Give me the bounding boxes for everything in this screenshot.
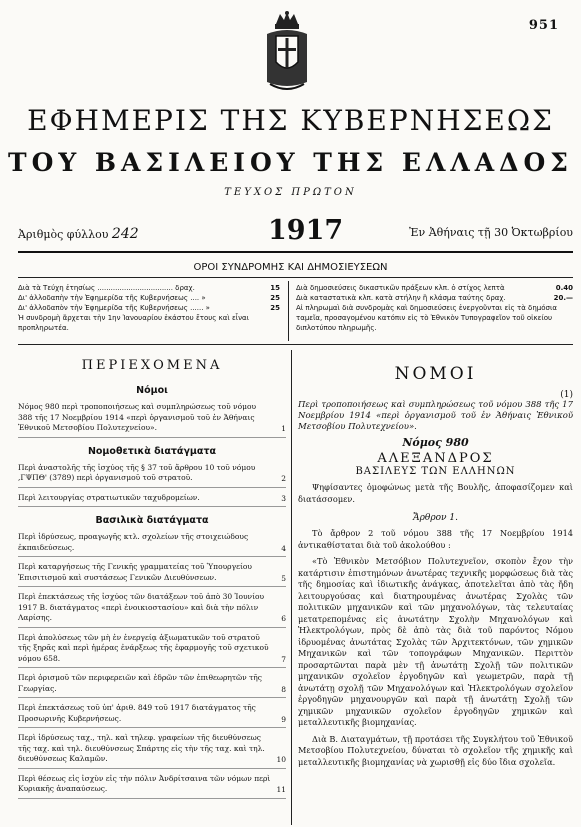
subscription-note: Αἱ πληρωμαὶ διὰ συνδρομὰς καὶ δημοσιεύσεις ἐνεργοῦνται εἰς τὰ δημόσια ταμεῖα, προσαγομένου κατόπιν εἰς τὸ Ἐθνικὸν Τυπογραφεῖον τοῦ οἰκείου διπλοτύπου πληρωμῆς.: [296, 304, 557, 332]
royal-crest-icon: [262, 10, 312, 92]
article-heading: Ἄρθρον 1.: [413, 513, 458, 523]
entry-page: 9: [281, 714, 286, 724]
sheet-label: Ἀριθμὸς φύλλου: [18, 228, 109, 241]
masthead-title: ΕΦΗΜΕΡΙΣ ΤΗΣ ΚΥΒΕΡΝΗΣΕΩΣ: [27, 104, 554, 137]
subscription-right: [296, 283, 573, 333]
entry-page: 11: [276, 785, 286, 794]
sheet-info: [18, 226, 139, 242]
subscription-row: Διὰ δημοσιεύσεις δικαστικῶν πράξεων κλπ. ὁ στίχος λεπτὰ 0.40: [296, 284, 573, 292]
contents-heading: ΠΕΡΙΕΧΟΜΕΝΑ: [81, 358, 223, 373]
entry-page: 10: [276, 755, 286, 764]
contents-entry[interactable]: Περὶ ἐπεκτάσεως τῆς ἰσχύος τῶν διατάξεων τοῦ ἀπὸ 30 Ἰουνίου 1917 Β. διατάγματος «περὶ ἐνοικιοστασίου» καὶ διὰ τὴν πόλιν Λαρίσης. 6: [18, 592, 286, 628]
entry-page: 1: [281, 424, 286, 433]
contents-entry[interactable]: Περὶ ἀναστολῆς τῆς ἰσχύος τῆς § 37 τοῦ ἄρθρου 10 τοῦ νόμου ,ΓΨΠΘ' (3789) περὶ ὀργανισμοῦ τοῦ στρατοῦ. 2: [18, 463, 286, 488]
contents-entry[interactable]: Περὶ ἱδρύσεως, προαγωγῆς κτλ. σχολείων τῆς στοιχειώδους ἐκπαιδεύσεως. 4: [18, 532, 286, 557]
entry-page: 3: [281, 493, 286, 503]
laws-heading: ΝΟΜΟΙ: [394, 364, 477, 384]
contents-entry[interactable]: Περὶ λειτουργίας στρατιωτικῶν ταχυδρομείων. 3: [18, 493, 286, 508]
entry-page: 6: [281, 614, 286, 623]
page-number: 951: [528, 18, 559, 33]
subscription-heading: ΟΡΟΙ ΣΥΝΔΡΟΜΗΣ ΚΑΙ ΔΗΜΟΣΙΕΥΣΕΩΝ: [193, 262, 388, 273]
masthead-subtitle: ΤΟΥ ΒΑΣΙΛΕΙΟΥ ΤΗΣ ΕΛΛΑΔΟΣ: [7, 148, 573, 177]
section-title: Νομοθετικὰ διατάγματα: [87, 445, 217, 457]
subscription-rule-top: [18, 277, 573, 278]
enactment-clause: Ψηφίσαντες ὁμοφώνως μετὰ τῆς Βουλῆς, ἀποφασίζομεν καὶ διατάσσομεν.: [298, 482, 573, 504]
subscription-left: [18, 283, 280, 333]
law-intro: Περὶ τροποποιήσεως καὶ συμπληρώσεως τοῦ νόμου 388 τῆς 17 Νοεμβρίου 1914 «περὶ ὀργανισμοῦ τοῦ ἐν Ἀθήναις Ἐθνικοῦ Μετσοβίου Πολυτεχνείου».: [298, 400, 573, 432]
law-number: Νόμος 980: [402, 436, 469, 449]
contents-entry[interactable]: Περὶ καταργήσεως τῆς Γενικῆς γραμματείας τοῦ Ὑπουργείου Ἐπισιτισμοῦ καὶ συστάσεως Γενικῶν Διευθύνσεων. 5: [18, 562, 286, 587]
issue-info: [18, 215, 573, 245]
contents-entry[interactable]: Νόμος 980 περὶ τροποποιήσεως καὶ συμπληρώσεως τοῦ νόμου 388 τῆς 17 Νοεμβρίου 1914 «περὶ ὀργανισμοῦ τοῦ ἐν Ἀθήναις Ἐθνικοῦ Μετσοβίου Πολυτεχνείου». 1: [18, 402, 286, 438]
king-name: ΑΛΕΞΑΝΔΡΟΣ: [377, 451, 494, 466]
subscription-rule-bottom: [18, 344, 573, 345]
entry-page: 8: [281, 684, 286, 694]
contents-column: [18, 352, 286, 804]
contents-entry[interactable]: Περὶ ὁρισμοῦ τῶν περιφερειῶν καὶ ἑδρῶν τῶν ἐπιθεωρητῶν τῆς Γεωργίας. 8: [18, 673, 286, 698]
column-divider: [291, 350, 292, 825]
law-paragraph: Τὸ ἄρθρον 2 τοῦ νόμου 388 τῆς 17 Νοεμβρίου 1914 ἀντικαθίσταται διὰ τοῦ ἀκολούθου :: [298, 528, 573, 550]
king-title: ΒΑΣΙΛΕΥΣ ΤΩΝ ΕΛΛΗΝΩΝ: [355, 466, 516, 477]
contents-entry[interactable]: Περὶ ἐπεκτάσεως τοῦ ὑπ' ἀριθ. 849 τοῦ 1917 διατάγματος τῆς Προσωρινῆς Κυβερνήσεως. 9: [18, 703, 286, 728]
subscription-row: Δι' ἀλλοδαπὸν τὴν Ἐφημερίδα τῆς Κυβερνήσεως ...... » 25: [18, 304, 280, 312]
contents-entry[interactable]: Περὶ ἀπολύσεως τῶν μὴ ἐν ἐνεργείᾳ ἀξιωματικῶν τοῦ στρατοῦ τῆς ξηρᾶς καὶ περὶ ἡμέρας ἐνάρξεως τῆς ἐφαρμογῆς τοῦ σχετικοῦ νόμου 658. 7: [18, 633, 286, 669]
sheet-number: 242: [111, 226, 139, 242]
subscription-divider: [288, 281, 289, 341]
law-paragraph: Διὰ Β. Διαταγμάτων, τῇ προτάσει τῆς Συγκλήτου τοῦ Ἐθνικοῦ Μετσοβίου Πολυτεχνείου, δύναται τὸ σχολεῖον τῆς χημικῆς καὶ μεταλλευτικῆς βιομηχανίας νὰ χωρισθῇ εἰς δύο ἴδια σχολεῖα.: [298, 733, 573, 767]
entry-page: 4: [281, 543, 286, 553]
section-title: Βασιλικὰ διατάγματα: [95, 515, 209, 526]
subscription-row: Δι' ἀλλοδαπὴν τὴν Ἐφημερίδα τῆς Κυβερνήσεως .... » 25: [18, 294, 280, 302]
issue-year: 1917: [268, 215, 344, 246]
subscription-row: Διὰ τὰ Τεύχη ἐτησίως .................................. δραχ. 15: [18, 284, 280, 292]
contents-entry[interactable]: Περὶ θέσεως εἰς ἰσχὺν εἰς τὴν πόλιν Ἀνδρίτσαινα τῶν νόμων περὶ Κυριακῆς ἀναπαύσεως. 11: [18, 774, 286, 799]
entry-page: 2: [281, 474, 286, 483]
subscription-row: Διὰ καταστατικὰ κλπ. κατὰ στήλην ἢ κλάσμα ταύτης δραχ. 20.—: [296, 294, 573, 302]
law-item-number: (1): [560, 390, 573, 400]
entry-page: 5: [281, 573, 286, 583]
masthead-rule: [18, 251, 573, 253]
laws-column: [298, 352, 573, 768]
place-date: Ἐν Ἀθήναις τῇ 30 Ὀκτωβρίου: [409, 226, 573, 239]
contents-entry[interactable]: Περὶ ἱδρύσεως ταχ., τηλ. καὶ τηλεφ. γραφείων τῆς διευθύνσεως τῆς ταχ. καὶ τηλ. διευθύνσεως Σπάρτης εἰς τὴν τῆς ταχ. καὶ τηλ. διευθύνσεως Καλαμῶν. 10: [18, 733, 286, 769]
section-title: Νόμοι: [136, 385, 168, 396]
subscription-note: Ἡ συνδρομὴ ἄρχεται τὴν 1ην Ἰανουαρίου ἑκάστου ἔτους καὶ εἶναι προπληρωτέα.: [18, 314, 249, 332]
issue-type: ΤΕΥΧΟΣ ΠΡΩΤΟΝ: [224, 187, 357, 198]
entry-page: 7: [281, 654, 286, 664]
law-paragraph: «Τὸ Ἐθνικὸν Μετσόβιον Πολυτεχνεῖον, σκοπὸν ἔχον τὴν κατάρτισιν ἐπιστημόνων ἀνωτέρας τεχνικῆς μορφώσεως διὰ τὰς τῆς δημοσίας καὶ ἰδιωτικῆς ἀνάγκας, ἀποτελεῖται ἀπὸ τὰς ἤδη λειτουργούσας καὶ διατηρουμένας ἀνωτέρας Σχολὰς τῶν πολιτικῶν μηχανικῶν καὶ τῶν μηχανολόγων, τὰς τελευταίας μετατρεπομένας εἰς ἀνωτάτην Σχολὴν Μηχανολόγων καὶ Ἠλεκτρολόγων, πρὸς δὲ ἀπὸ τὰς διὰ τοῦ παρόντος Νόμου ἱδρυομένας ἀνωτάτας Σχολὰς τῶν Ἀρχιτεκτόνων, τῶν χημικῶν Μηχανικῶν καὶ τῶν τοπογράφων Μηχανικῶν. Περιττὸν προσαρτῶνται παρὰ μὲν τῇ ἀνωτάτῃ Σχολῇ τῶν πολιτικῶν μηχανικῶν σχολεῖον ἐργοδηγῶν καὶ γεωμετρῶν, παρὰ τῇ ἀνωτάτῃ σχολῇ τῶν Μηχανολόγων καὶ Ἠλεκτρολόγων σχολεῖον ἐργοδηγῶν μηχανουργῶν καὶ παρὰ τῇ ἀνωτάτῃ Σχολῇ τῶν χημικῶν μηχανικῶν σχολεῖον ἐργοδηγῶν χημικῶν καὶ μεταλλευτικῆς βιομηχανίας.: [298, 556, 573, 727]
